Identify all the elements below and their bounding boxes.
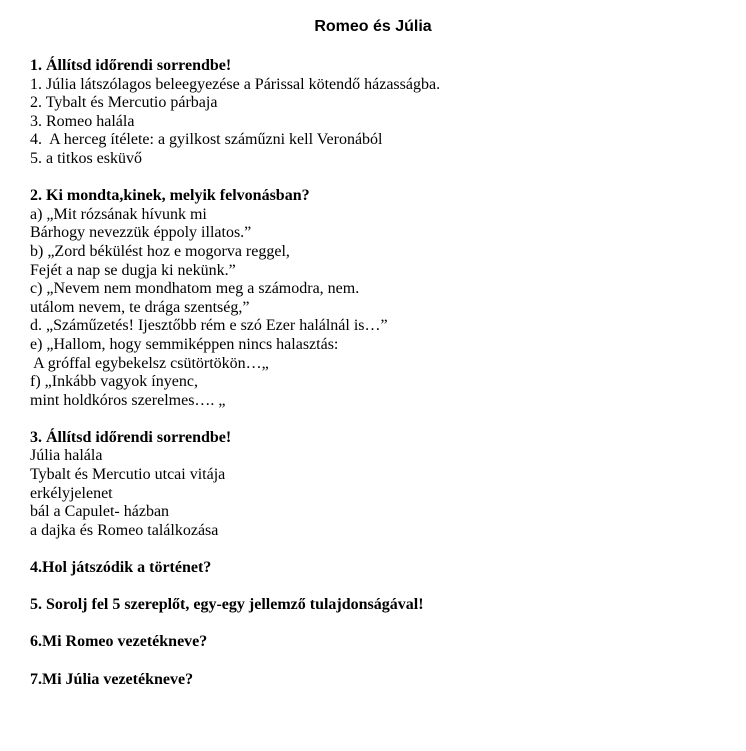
list-item: a dajka és Romeo találkozása [30,521,219,539]
question-5: 5. Sorolj fel 5 szereplőt, egy-egy jellemző tulajdonságával! [30,596,424,614]
section-heading: 2. Ki mondta,kinek, melyik felvonásban? [30,187,310,205]
list-item: erkélyjelenet [30,484,113,502]
section-heading: 1. Állítsd időrendi sorrendbe! [30,57,232,74]
quote-line: e) „Hallom, hogy semmiképpen nincs halasztás: [30,335,339,353]
quote-line: a) „Mit rózsának hívunk mi [30,205,207,223]
quote-line: d. „Száműzetés! Ijesztőbb rém e szó Ezer halálnál is…” [30,317,388,335]
spacer [30,652,440,671]
question-6: 6.Mi Romeo vezetékneve? [30,633,208,651]
quote-line: Bárhogy nevezzük éppoly illatos.” [30,224,252,242]
section-3 [30,429,440,541]
section-1 [30,57,440,169]
spacer [30,540,440,559]
list-item: 4. A herceg ítélete: a gyilkost száműzni kell Veronából [30,131,383,149]
spacer [30,615,440,634]
list-item: 3. Romeo halála [30,112,135,130]
section-heading: 3. Állítsd időrendi sorrendbe! [30,428,232,446]
list-item: 5. a titkos esküvő [30,149,142,167]
document-title: Romeo és Júlia [314,18,432,35]
quote-line: mint holdkóros szerelmes…. „ [30,391,226,409]
quote-line: b) „Zord békülést hoz e mogorva reggel, [30,242,290,260]
quote-line: Fejét a nap se dugja ki nekünk.” [30,261,236,279]
quote-line: f) „Inkább vagyok ínyenc, [30,373,198,391]
quote-line: utálom nevem, te drága szentség,” [30,298,250,316]
list-item: 1. Júlia látszólagos beleegyezése a Párissal kötendő házasságba. [30,75,441,93]
list-item: 2. Tybalt és Mercutio párbaja [30,94,218,112]
list-item: Júlia halála [30,447,103,465]
question-4: 4.Hol játszódik a történet? [30,559,212,577]
quote-line: A gróffal egybekelsz csütörtökön…„ [30,354,269,372]
question-7: 7.Mi Júlia vezetékneve? [30,670,194,688]
spacer [30,410,440,429]
list-item: bál a Capulet- házban [30,503,170,521]
list-item: Tybalt és Mercutio utcai vitája [30,466,226,484]
document-body [30,57,440,689]
quote-line: c) „Nevem nem mondhatom meg a számodra, nem. [30,280,360,298]
section-2 [30,187,440,410]
spacer [30,169,440,188]
spacer [30,578,440,597]
